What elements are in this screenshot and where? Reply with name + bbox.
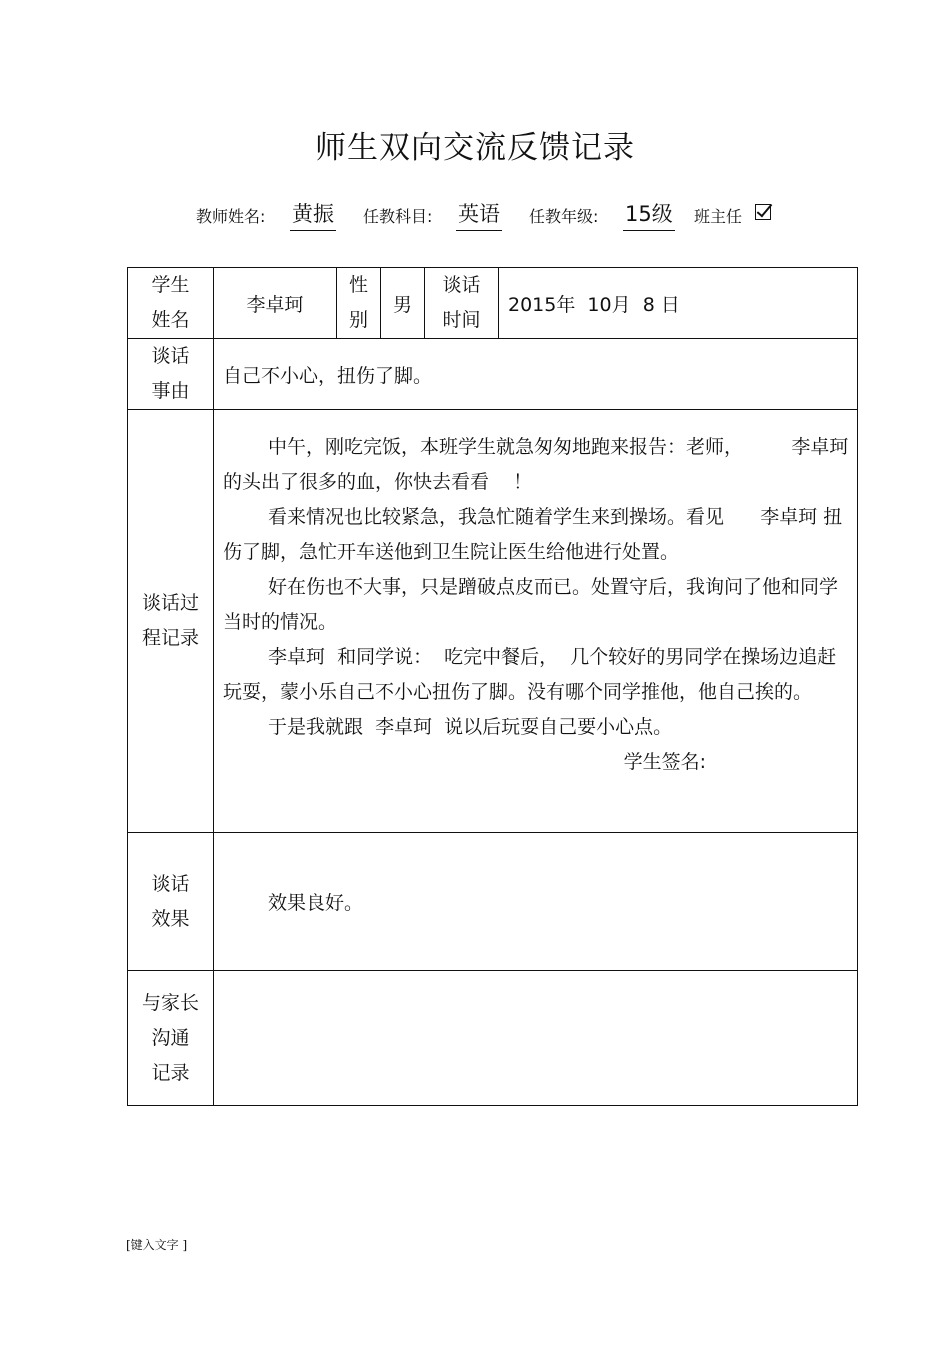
- subject-value: 英语: [456, 198, 502, 231]
- talk-effect-row: [128, 833, 858, 971]
- talk-process-row: [128, 410, 858, 833]
- gender-label: 性 别: [337, 268, 381, 339]
- parent-communication-label: 与家长 沟通 记录: [128, 971, 214, 1106]
- teacher-info-row: [0, 198, 950, 232]
- gender-value: 男: [381, 268, 425, 339]
- talk-effect-label: 谈话 效果: [128, 833, 214, 971]
- grade-value: 15级: [623, 198, 675, 231]
- talk-reason-label: 谈话 事由: [128, 339, 214, 410]
- process-paragraph: 于是我就跟 李卓珂 说以后玩耍自己要小心点。: [268, 716, 673, 738]
- teacher-name-value: 黄振: [290, 198, 336, 231]
- parent-communication-value[interactable]: [214, 971, 858, 1106]
- process-paragraph: 好在伤也不大事，只是蹭破点皮而已。处置守后，我询问了他和同学当时的情况。: [223, 576, 839, 633]
- process-paragraph: 李卓珂 和同学说： 吃完中餐后， 几个较好的男同学在操场边追赶玩耍，蒙小乐自己不小心扭伤了脚。没有哪个同学推他，他自己挨的。: [223, 646, 837, 703]
- homeroom-checkbox[interactable]: [755, 204, 771, 220]
- process-paragraph: 中午，刚吃完饭，本班学生就急匆匆地跑来报告：老师， 李卓珂 的头出了很多的血，你快去看看 ！: [223, 436, 855, 493]
- grade-label: 任教年级:: [529, 207, 599, 226]
- talk-process-label: 谈话过 程记录: [128, 410, 214, 833]
- footer-placeholder: [键入文字 ]: [126, 1238, 188, 1252]
- talk-reason-value: 自己不小心，扭伤了脚。: [214, 339, 858, 410]
- page-title: 师生双向交流反馈记录: [315, 130, 635, 166]
- process-paragraph: 看来情况也比较紧急，我急忙随着学生来到操场。看见 李卓珂 扭伤了脚，急忙开车送他到卫生院让医生给他进行处置。: [223, 506, 843, 563]
- parent-communication-row: [128, 971, 858, 1106]
- student-signature-label: 学生签名:: [623, 751, 706, 773]
- student-name-label: 学生 姓名: [128, 268, 214, 339]
- teacher-name-label: 教师姓名:: [196, 207, 266, 226]
- talk-reason-row: [128, 339, 858, 410]
- feedback-record-table: [127, 267, 858, 1106]
- student-name-value: 李卓珂: [214, 268, 337, 339]
- talk-time-value: 2015年 10月 8 日: [499, 268, 858, 339]
- homeroom-label: 班主任: [694, 207, 743, 226]
- talk-effect-value: 效果良好。: [214, 833, 858, 971]
- talk-process-content: [214, 410, 858, 833]
- talk-time-label: 谈话 时间: [425, 268, 499, 339]
- student-info-row: [128, 268, 858, 339]
- subject-label: 任教科目:: [363, 207, 433, 226]
